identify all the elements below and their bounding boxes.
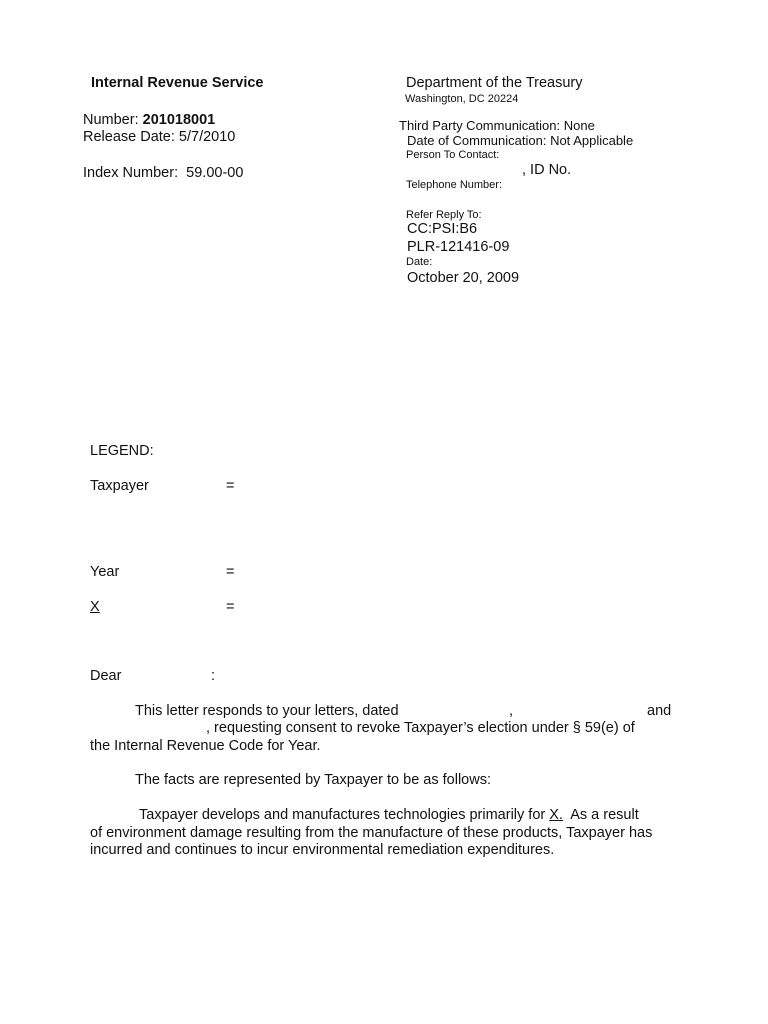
index-number-label: Index Number: xyxy=(83,165,179,181)
legend-term-x: X xyxy=(90,599,100,615)
date-of-communication: Date of Communication: Not Applicable xyxy=(407,133,634,148)
number-label: Number: xyxy=(83,112,139,128)
paragraph-1-comma: , xyxy=(509,703,514,719)
letter-date: October 20, 2009 xyxy=(407,270,520,286)
legend-equals-taxpayer: = xyxy=(226,478,235,494)
paragraph-1-line-2: , requesting consent to revoke Taxpayer’s election under § 59(e) of xyxy=(206,720,635,736)
salutation: Dear xyxy=(90,668,122,684)
person-to-contact-label: Person To Contact: xyxy=(406,149,500,161)
third-party-communication: Third Party Communication: None xyxy=(399,118,595,133)
department-address: Washington, DC 20224 xyxy=(405,93,519,105)
paragraph-2: The facts are represented by Taxpayer to be as follows: xyxy=(135,772,491,788)
department-name: Department of the Treasury xyxy=(406,75,583,91)
agency-name: Internal Revenue Service xyxy=(91,75,264,91)
salutation-colon: : xyxy=(211,668,216,684)
paragraph-1-and: and xyxy=(647,703,672,719)
legend-term-year: Year xyxy=(90,564,120,580)
paragraph-3-line-3: incurred and continues to incur environmental remediation expenditures. xyxy=(90,842,555,858)
plr-number: PLR-121416-09 xyxy=(407,239,510,255)
paragraph-3-x-ref: X. xyxy=(549,807,563,823)
id-number-label: , ID No. xyxy=(522,162,572,178)
document-number xyxy=(83,112,215,128)
paragraph-3-line-1-text: Taxpayer develops and manufactures technologies primarily for xyxy=(139,807,546,823)
legend-equals-year: = xyxy=(226,564,235,580)
legend-equals-x: = xyxy=(226,599,235,615)
paragraph-3-line-1-end: As a result xyxy=(570,807,639,823)
number-value: 201018001 xyxy=(142,112,216,128)
index-number xyxy=(83,165,243,181)
paragraph-3-line-1 xyxy=(139,807,639,823)
telephone-number-label: Telephone Number: xyxy=(406,179,503,191)
paragraph-1-line-3: the Internal Revenue Code for Year. xyxy=(90,738,321,754)
legend-title: LEGEND: xyxy=(90,443,154,459)
refer-reply-label: Refer Reply To: xyxy=(406,209,482,221)
date-label: Date: xyxy=(406,256,433,268)
paragraph-3-line-2: of environment damage resulting from the manufacture of these products, Taxpayer has xyxy=(90,825,653,841)
refer-reply-code: CC:PSI:B6 xyxy=(407,221,478,237)
release-date: Release Date: 5/7/2010 xyxy=(83,129,236,145)
paragraph-1-line-1: This letter responds to your letters, dated xyxy=(135,703,399,719)
legend-term-taxpayer: Taxpayer xyxy=(90,478,149,494)
index-number-value: 59.00-00 xyxy=(186,165,244,181)
